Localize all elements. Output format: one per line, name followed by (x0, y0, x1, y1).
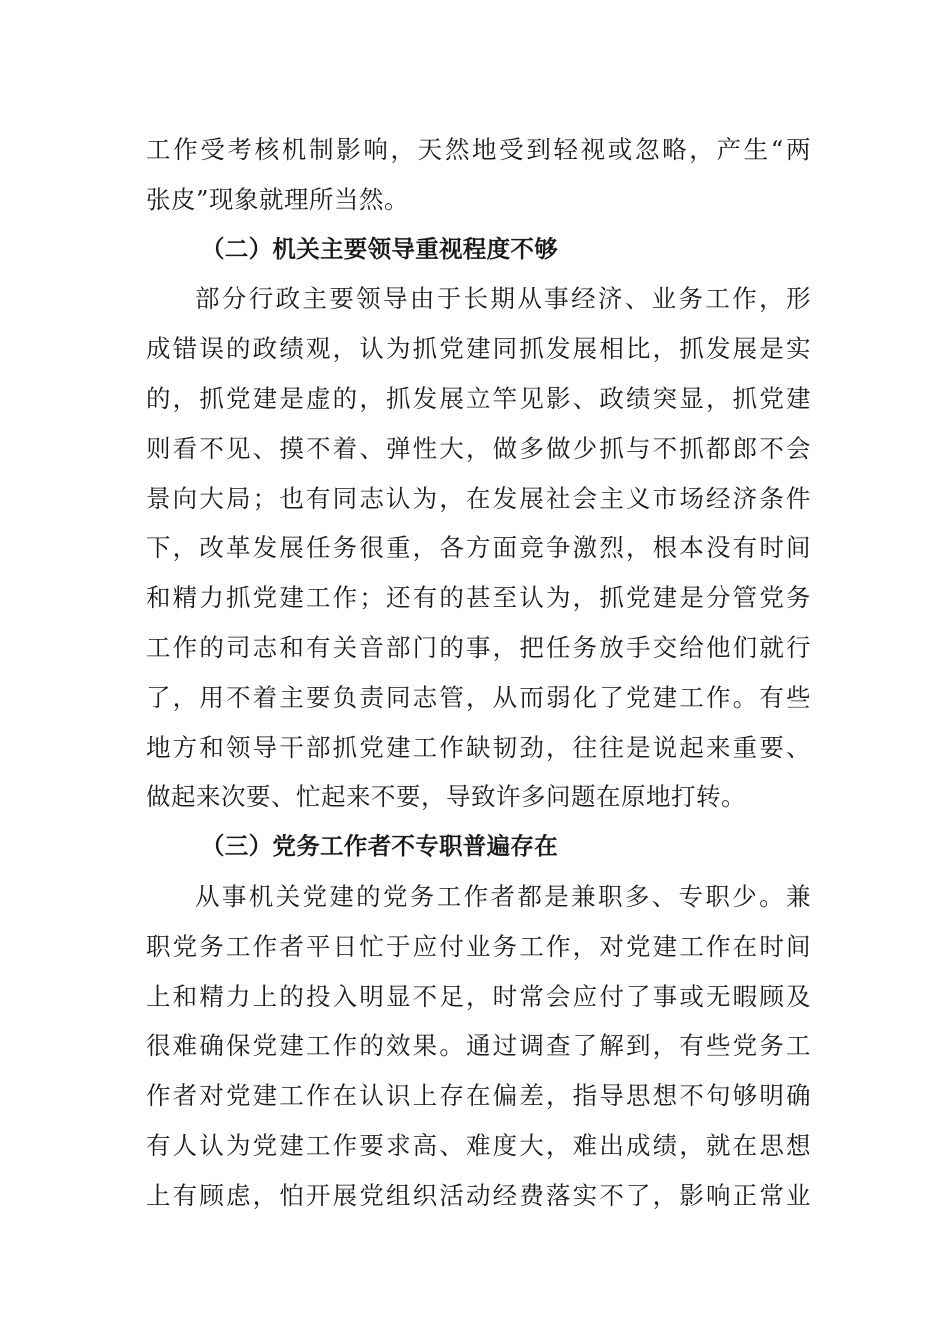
text-line: 地方和领导干部抓党建工作缺韧劲，往往是说起来重要、 (146, 732, 811, 762)
text-line: 了，用不着主要负责同志管，从而弱化了党建工作。有些 (146, 682, 811, 712)
section-heading: （三）党务工作者不专职普遍存在 (201, 832, 558, 861)
text-line: 张皮”现象就理所当然。 (146, 184, 410, 214)
text-line: 景向大局；也有同志认为，在发展社会主义市场经济条件 (146, 483, 811, 513)
text-line: 很难确保党建工作的效果。通过调查了解到，有些党务工 (146, 1031, 811, 1061)
document-body (146, 125, 811, 1221)
text-line: 和精力抓党建工作；还有的甚至认为，抓党建是分管党务 (146, 583, 811, 613)
text-line: 的，抓党建是虚的，抓发展立竿见影、政绩突显，抓党建 (146, 383, 811, 413)
text-line: 部分行政主要领导由于长期从事经济、业务工作，形 (195, 284, 811, 314)
text-line: 工作的司志和有关音部门的事，把任务放手交给他们就行 (146, 632, 811, 662)
text-line: 做起来次要、忙起来不要，导致许多问题在原地打转。 (146, 782, 746, 812)
text-line: 职党务工作者平日忙于应付业务工作，对党建工作在时间 (146, 931, 811, 961)
text-line: 成错误的政绩观，认为抓党建同抓发展相比，抓发展是实 (146, 334, 811, 364)
text-line: 则看不见、摸不着、弹性大，做多做少抓与不抓都郎不会 (146, 433, 811, 463)
text-line: 有人认为党建工作要求高、难度大，难出成绩，就在思想 (146, 1130, 811, 1160)
text-line: 工作受考核机制影响，天然地受到轻视或忽略，产生“两 (146, 135, 811, 164)
text-line: 作者对党建工作在认识上存在偏差，指导思想不句够明确 (146, 1081, 811, 1111)
text-line: 上和精力上的投入明显不足，时常会应付了事或无暇顾及 (146, 981, 811, 1011)
section-heading: （二）机关主要领导重视程度不够 (201, 234, 558, 263)
text-line: 上有顾虑，怕开展党组织活动经费落实不了，影响正常业 (146, 1180, 811, 1210)
text-line: 从事机关党建的党务工作者都是兼职多、专职少。兼 (195, 881, 811, 911)
text-line: 下，改革发展任务很重，各方面竞争激烈，根本没有时间 (146, 533, 811, 563)
